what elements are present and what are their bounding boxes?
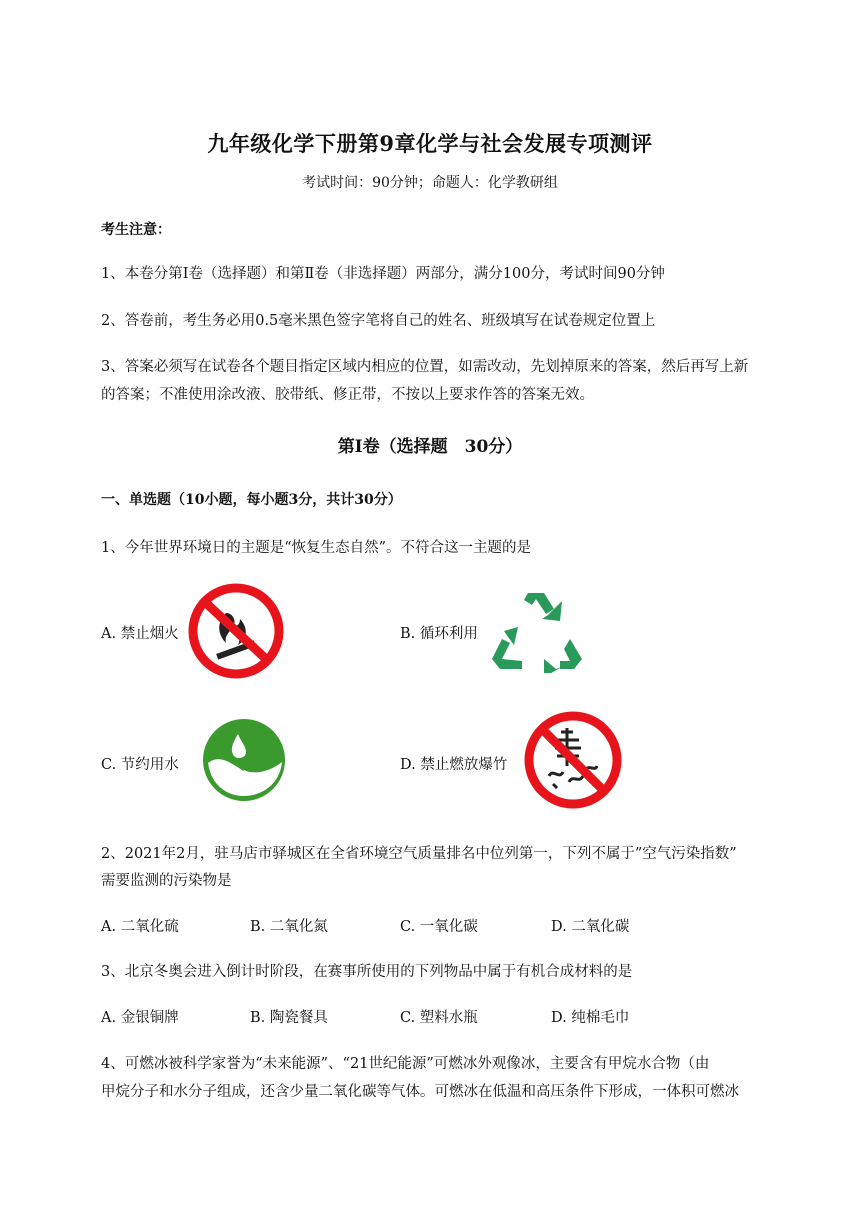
q1-stem: 1、今年世界环境日的主题是“恢复生态自然”。不符合这一主题的是 [101,540,532,556]
no-fire-sign-icon [186,583,286,679]
notice-item-3-cont: 的答案；不准使用涂改液、胶带纸、修正带，不按以上要求作答的答案无效。 [101,387,594,403]
q1-option-b: B. 循环利用 [400,626,478,642]
q3-option-a: A. 金银铜牌 [101,1010,179,1026]
q4-stem-line-2: 甲烷分子和水分子组成，还含少量二氧化碳等气体。可燃冰在低温和高压条件下形成，一体积可燃冰 [101,1084,739,1100]
notice-item-1: 1、本卷分第I卷（选择题）和第Ⅱ卷（非选择题）两部分，满分100分，考试时间90分钟 [101,266,665,282]
recycle-icon [488,587,584,673]
save-water-icon [200,718,290,802]
no-firecrackers-sign-icon [523,710,623,810]
q2-option-b: B. 二氧化氮 [250,919,328,935]
part-heading: 一、单选题（10小题，每小题3分，共计30分） [101,492,402,508]
notice-item-2: 2、答卷前，考生务必用0.5毫米黑色签字笔将自己的姓名、班级填写在试卷规定位置上 [101,313,656,329]
q1-option-a: A. 禁止烟火 [101,626,179,642]
page-title: 九年级化学下册第9章化学与社会发展专项测评 [207,131,653,156]
section-title: 第I卷（选择题 30分） [337,437,523,457]
q2-option-a: A. 二氧化硫 [101,919,179,935]
q3-option-d: D. 纯棉毛巾 [551,1010,630,1026]
q2-option-c: C. 一氧化碳 [400,919,478,935]
q3-stem: 3、北京冬奥会进入倒计时阶段，在赛事所使用的下列物品中属于有机合成材料的是 [101,964,633,980]
q3-option-c: C. 塑料水瓶 [400,1010,478,1026]
notice-item-3: 3、答案必须写在试卷各个题目指定区域内相应的位置，如需改动，先划掉原来的答案，然后再写上新 [101,359,749,375]
notice-heading: 考生注意： [101,222,171,238]
q2-stem-line-1: 2、2021年2月，驻马店市驿城区在全省环境空气质量排名中位列第一，下列不属于”空气污染指数” [101,846,737,862]
q1-option-c: C. 节约用水 [101,757,179,773]
q3-option-b: B. 陶瓷餐具 [250,1010,328,1026]
q2-stem-line-2: 需要监测的污染物是 [101,873,232,889]
q4-stem-line-1: 4、可燃冰被科学家誉为“未来能源”、“21世纪能源”可燃冰外观像冰，主要含有甲烷水合物（由 [101,1056,710,1072]
q1-option-d: D. 禁止燃放爆竹 [400,757,508,773]
q2-option-d: D. 二氧化碳 [551,919,630,935]
exam-info: 考试时间：90分钟；命题人：化学教研组 [302,175,558,191]
